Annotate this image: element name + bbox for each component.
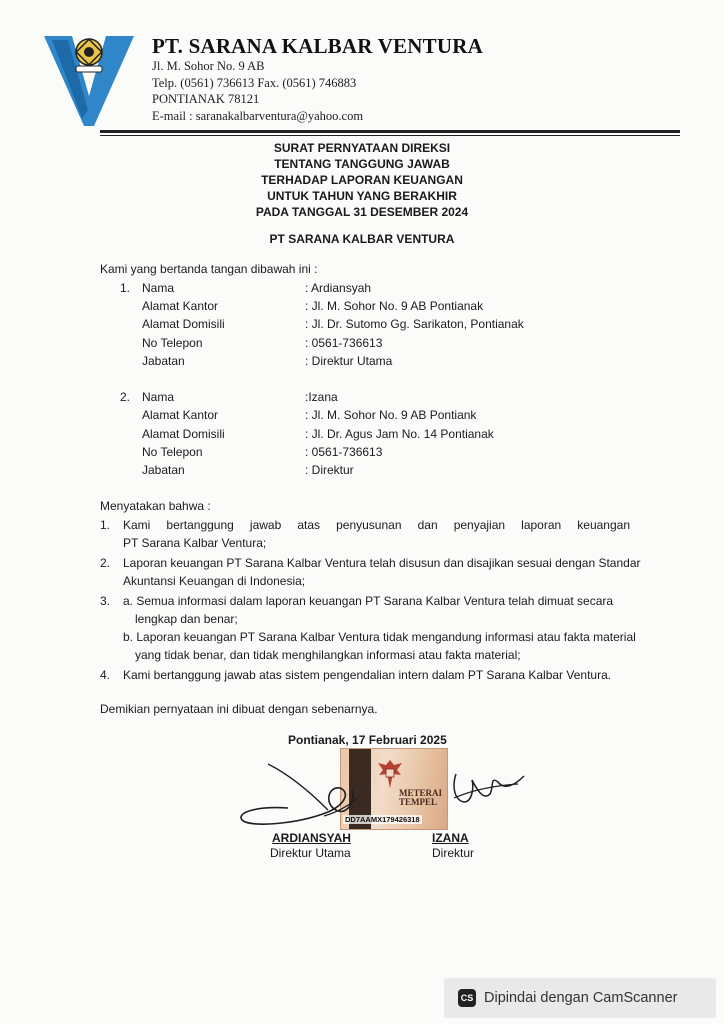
field-label: Alamat Domisili — [142, 317, 225, 331]
statement-line: Laporan keuangan PT Sarana Kalbar Ventura telah disusun dan disajikan sesuai dengan Standar — [123, 556, 641, 570]
company-name: PT. SARANA KALBAR VENTURA — [152, 34, 483, 58]
camscanner-watermark — [444, 978, 716, 1018]
field-value: : Jl. Dr. Sutomo Gg. Sarikaton, Pontianak — [305, 317, 524, 331]
document-title — [0, 140, 724, 220]
statement-line: yang tidak benar, dan tidak menghilangkan informasi atau fakta material; — [135, 648, 521, 662]
camscanner-icon: CS — [458, 989, 476, 1007]
stamp-label-bottom: TEMPEL — [399, 797, 438, 807]
field-value: : Ardiansyah — [305, 281, 372, 295]
signer-role: Direktur — [432, 846, 475, 860]
field-label: Alamat Kantor — [142, 408, 219, 422]
address-phone: Telp. (0561) 736613 Fax. (0561) 746883 — [152, 75, 357, 90]
intro-text: Kami yang bertanda tangan dibawah ini : — [100, 262, 318, 276]
field-label: No Telepon — [142, 336, 203, 350]
field-label: Alamat Domisili — [142, 427, 225, 441]
statement-line: Kami bertanggung jawab atas penyusunan dan penyajian laporan keuangan — [123, 518, 630, 532]
statement-line: Kami bertanggung jawab atas sistem pengendalian intern dalam PT Sarana Kalbar Ventura. — [123, 668, 612, 682]
address-email: E-mail : saranakalbarventura@yahoo.com — [152, 108, 364, 123]
statement-number: 3. — [100, 594, 111, 608]
title-line: TERHADAP LAPORAN KEUANGAN — [261, 173, 463, 187]
field-value: : 0561-736613 — [305, 445, 383, 459]
handwritten-signatures — [228, 746, 528, 836]
field-label: Jabatan — [142, 354, 185, 368]
statement-intro: Menyatakan bahwa : — [100, 499, 211, 513]
company-logo-icon — [42, 32, 136, 128]
person-number: 2. — [120, 390, 131, 404]
statement-line: PT Sarana Kalbar Ventura; — [123, 536, 267, 550]
statement-line: Akuntansi Keuangan di Indonesia; — [123, 574, 306, 588]
field-label: Nama — [142, 390, 175, 404]
field-value: : Jl. M. Sohor No. 9 AB Pontianak — [305, 299, 484, 313]
statement-line: lengkap dan benar; — [135, 612, 238, 626]
address-street: Jl. M. Sohor No. 9 AB — [152, 59, 265, 73]
statement-number: 2. — [100, 556, 111, 570]
statement-number: 1. — [100, 518, 111, 532]
place-date: Pontianak, 17 Februari 2025 — [288, 733, 447, 747]
field-value: : Jl. Dr. Agus Jam No. 14 Pontianak — [305, 427, 494, 441]
field-value: : Jl. M. Sohor No. 9 AB Pontiank — [305, 408, 477, 422]
statement-line: a. Semua informasi dalam laporan keuangan PT Sarana Kalbar Ventura telah dimuat secara — [123, 594, 614, 608]
field-label: No Telepon — [142, 445, 203, 459]
field-value: : Direktur Utama — [305, 354, 393, 368]
signer-role: Direktur Utama — [270, 846, 351, 860]
field-value: : Direktur — [305, 463, 354, 477]
statement-line: b. Laporan keuangan PT Sarana Kalbar Ventura tidak mengandung informasi atau fakta material — [123, 630, 636, 644]
stamp-serial: DD7AAMX179426318 — [345, 815, 420, 824]
field-label: Jabatan — [142, 463, 185, 477]
title-line: TENTANG TANGGUNG JAWAB — [274, 157, 450, 171]
signer-name: IZANA — [432, 831, 469, 845]
title-line: UNTUK TAHUN YANG BERAKHIR — [267, 189, 457, 203]
title-line: PADA TANGGAL 31 DESEMBER 2024 — [255, 205, 469, 219]
closing-text: Demikian pernyataan ini dibuat dengan sebenarnya. — [100, 702, 378, 716]
signer-name: ARDIANSYAH — [272, 831, 351, 845]
field-value: :Izana — [305, 390, 338, 404]
field-value: : 0561-736613 — [305, 336, 383, 350]
company-heading: PT SARANA KALBAR VENTURA — [269, 232, 455, 246]
camscanner-text: Dipindai dengan CamScanner — [484, 990, 678, 1006]
address-city: PONTIANAK 78121 — [152, 92, 260, 106]
field-label: Alamat Kantor — [142, 299, 219, 313]
title-line: SURAT PERNYATAAN DIREKSI — [273, 141, 451, 155]
company-address — [152, 58, 363, 124]
field-label: Nama — [142, 281, 175, 295]
statement-number: 4. — [100, 668, 111, 682]
letterhead-rule-thick — [100, 130, 680, 133]
letterhead-rule-thin — [100, 135, 680, 136]
person-number: 1. — [120, 281, 131, 295]
stamp-label-top: METERAI — [399, 788, 443, 798]
